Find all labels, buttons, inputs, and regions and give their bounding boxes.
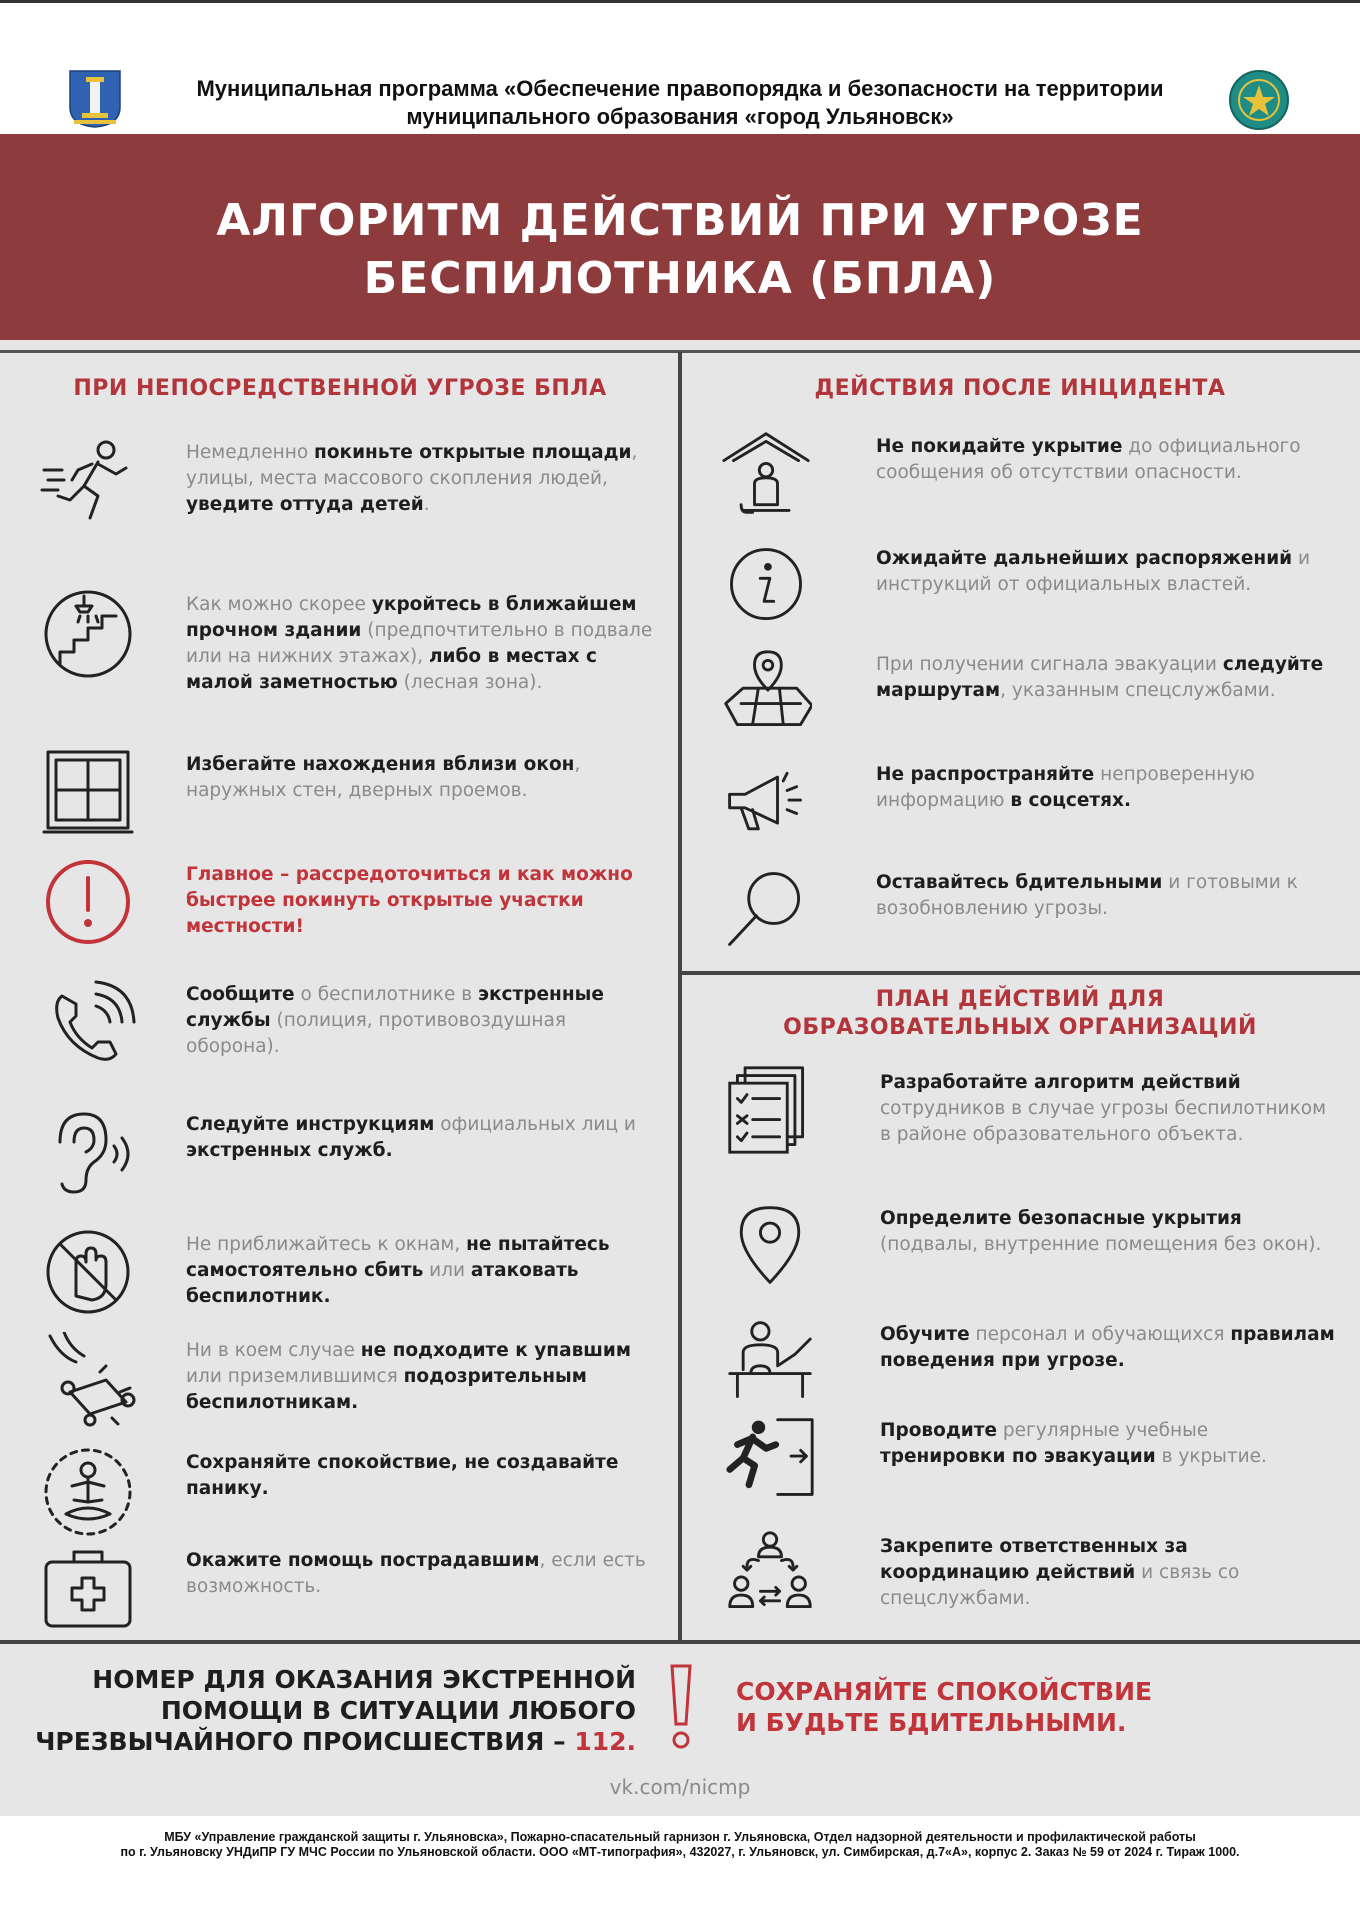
first-aid-kit-icon (40, 1542, 136, 1638)
ear-icon (40, 1106, 136, 1202)
left-item-text (186, 1338, 656, 1416)
plain-text: в укрытие. (1155, 1446, 1267, 1467)
plain-text: Не приближайтесь к окнам, (186, 1234, 467, 1255)
plain-text: и связь со спецслужбами. (880, 1562, 1240, 1609)
emphasis-text: Окажите помощь пострадавшим (186, 1550, 540, 1571)
calm-line2: И БУДЬТЕ БДИТЕЛЬНЫМИ. (736, 1708, 1127, 1737)
right-bottom-title-line1: ПЛАН ДЕЙСТВИЙ ДЛЯ (875, 987, 1165, 1012)
plain-text: о беспилотнике в (294, 984, 479, 1005)
ulyanovsk-coat-of-arms-icon (68, 69, 122, 129)
phone-icon (40, 976, 136, 1072)
left-item-text (186, 862, 656, 940)
program-title (140, 75, 1220, 131)
plain-text: до официального сообщения об отсутствии опасности. (876, 436, 1301, 483)
plain-text: (подвалы, внутренние помещения без окон). (880, 1234, 1322, 1255)
plain-text: сотрудников в случае угрозы беспилотником в районе образовательного объекта. (880, 1098, 1327, 1145)
right-top-item-text (876, 762, 1336, 814)
window-icon (40, 746, 136, 842)
emphasis-text: тренировки по эвакуации (880, 1446, 1156, 1467)
emphasis-text: Не распространяйте (876, 764, 1095, 785)
meditation-icon (40, 1444, 136, 1540)
emphasis-text: в соцсетях. (1010, 790, 1131, 811)
left-item-text (186, 1232, 656, 1310)
right-top-item-text (876, 870, 1336, 922)
coordination-icon (724, 1528, 816, 1620)
emphasis-text: Определите безопасные укрытия (880, 1208, 1242, 1229)
left-item-text (186, 1112, 656, 1164)
poster-title (100, 192, 1260, 308)
imprint-line1: МБУ «Управление гражданской защиты г. Ульяновска», Пожарно-спасательный гарнизон г. Ульяновска, Отдел надзорной деятельности и профилактической работы (164, 1830, 1196, 1844)
right-bottom-item-text (880, 1070, 1336, 1148)
plain-text: и готовыми к возобновлению угрозы. (876, 872, 1298, 919)
plain-text: (предпочтительно в подвале или на нижних этажах), (186, 620, 653, 667)
right-top-section-title: ДЕЙСТВИЯ ПОСЛЕ ИНЦИДЕНТА (814, 376, 1226, 401)
imprint (40, 1830, 1320, 1860)
emphasis-text: подозрительным беспилотникам. (186, 1366, 587, 1413)
imprint-line2: по г. Ульяновску УНДиПР ГУ МЧС России по Ульяновской области. ООО «МТ-типография», 432027, г. Ульяновск, ул. Симбирская, д.7«А», корпус 2. Заказ № 59 от 2024 г. Тираж 1000. (120, 1845, 1240, 1859)
info-icon (720, 540, 812, 632)
evacuation-exit-icon (724, 1412, 816, 1504)
emphasis-text: либо в местах с малой заметностью (186, 646, 597, 693)
checklist-icon (724, 1064, 816, 1156)
right-bottom-title-line2: ОБРАЗОВАТЕЛЬНЫХ ОРГАНИЗАЦИЙ (783, 1015, 1257, 1040)
emergency-line1: НОМЕР ДЛЯ ОКАЗАНИЯ ЭКСТРЕННОЙ (92, 1665, 636, 1694)
title-banner (0, 134, 1360, 340)
left-item-text (186, 982, 656, 1060)
left-section-title: ПРИ НЕПОСРЕДСТВЕННОЙ УГРОЗЕ БПЛА (73, 376, 607, 401)
emphasis-text: следуйте маршрутам (876, 654, 1324, 701)
location-pin-icon (724, 1200, 816, 1292)
plain-text: , улицы, места массового скопления людей, (186, 442, 638, 489)
plain-text: , указанным спецслужбами. (1000, 680, 1276, 701)
emphasis-text: не подходите к упавшим (360, 1340, 632, 1361)
emblem-seal-icon (1228, 69, 1290, 131)
plain-text: регулярные учебные (997, 1420, 1209, 1441)
right-bottom-section-title (700, 986, 1340, 1042)
calm-message (736, 1676, 1152, 1738)
right-bottom-item-text (880, 1534, 1336, 1612)
exclamation-mark-icon (664, 1662, 698, 1752)
right-top-item-text (876, 546, 1336, 598)
emphasis-text: Сообщите (186, 984, 295, 1005)
emphasis-text: Главное – рассредоточиться и как можно быстрее покинуть открытые участки местности! (186, 864, 633, 937)
emphasis-text: Сохраняйте спокойствие, не создавайте панику. (186, 1452, 619, 1499)
emphasis-text: Ожидайте дальнейших распоряжений (876, 548, 1293, 569)
right-bottom-item-text (880, 1322, 1336, 1374)
shelter-stairs-icon (40, 586, 136, 682)
emergency-line3 (0, 1726, 636, 1757)
emphasis-text: Проводите (880, 1420, 998, 1441)
emphasis-text: Оставайтесь бдительными (876, 872, 1163, 893)
header (0, 0, 1360, 134)
program-title-line1: Муниципальная программа «Обеспечение правопорядка и безопасности на территории (196, 76, 1164, 101)
sheltered-person-icon (720, 428, 812, 520)
emphasis-text: экстренные службы (186, 984, 604, 1031)
plain-text: . (423, 494, 430, 515)
emphasis-text: Не покидайте укрытие (876, 436, 1123, 457)
left-item-text (186, 1450, 656, 1502)
emphasis-text: не пытайтесь самостоятельно сбить (186, 1234, 610, 1281)
plain-text: персонал и обучающихся (969, 1324, 1231, 1345)
emergency-number: 112. (574, 1727, 636, 1756)
plain-text: или приземлившимся (186, 1366, 404, 1387)
vk-link[interactable]: vk.com/nicmp (609, 1775, 751, 1799)
section-divider (682, 971, 1360, 975)
right-bottom-item-text (880, 1418, 1336, 1470)
plain-text: (полиция, противовоздушная оборона). (186, 1010, 566, 1057)
megaphone-icon (720, 756, 812, 848)
emphasis-text: Закрепите ответственных за координацию действий (880, 1536, 1188, 1583)
emphasis-text: Разработайте алгоритм действий (880, 1072, 1241, 1093)
emergency-line2: ПОМОЩИ В СИТУАЦИИ ЛЮБОГО (160, 1696, 636, 1725)
plain-text: непроверенную информацию (876, 764, 1255, 811)
poster-title-line2: БЕСПИЛОТНИКА (БПЛА) (363, 253, 997, 304)
plain-text: и инструкций от официальных властей. (876, 548, 1311, 595)
column-divider (678, 352, 682, 1642)
emphasis-text: атаковать беспилотник. (186, 1260, 579, 1307)
emergency-line3-text: ЧРЕЗВЫЧАЙНОГО ПРОИСШЕСТВИЯ – (35, 1727, 575, 1756)
left-item-text (186, 592, 656, 696)
fallen-drone-icon (40, 1332, 136, 1428)
left-item-text (186, 1548, 656, 1600)
footer (0, 1816, 1360, 1920)
emphasis-text: экстренных служб. (186, 1140, 393, 1161)
emphasis-text: укройтесь в ближайшем прочном здании (186, 594, 637, 641)
emergency-number-block (0, 1664, 636, 1757)
plain-text: , наружных стен, дверных проемов. (186, 754, 581, 801)
plain-text: Ни в коем случае (186, 1340, 361, 1361)
no-hand-icon (40, 1226, 136, 1322)
plain-text: Немедленно (186, 442, 315, 463)
plain-text: , если есть возможность. (186, 1550, 646, 1597)
right-bottom-item-text (880, 1206, 1336, 1258)
emphasis-text: Обучите (880, 1324, 970, 1345)
poster-title-line1: АЛГОРИТМ ДЕЙСТВИЙ ПРИ УГРОЗЕ (216, 195, 1144, 246)
right-top-item-text (876, 434, 1336, 486)
plain-text: официальных лиц и (434, 1114, 636, 1135)
plain-text: (лесная зона). (397, 672, 543, 693)
emphasis-text: покиньте открытые площади (314, 442, 632, 463)
teacher-icon (724, 1316, 816, 1408)
emphasis-text: уведите оттуда детей (186, 494, 424, 515)
plain-text: При получении сигнала эвакуации (876, 654, 1223, 675)
running-person-icon (40, 434, 136, 530)
left-item-text (186, 752, 656, 804)
magnifier-icon (720, 864, 812, 956)
left-item-text (186, 440, 656, 518)
program-title-line2: муниципального образования «город Ульяновск» (406, 104, 954, 129)
emphasis-text: Следуйте инструкциям (186, 1114, 435, 1135)
emphasis-text: Избегайте нахождения вблизи окон (186, 754, 575, 775)
calm-line1: СОХРАНЯЙТЕ СПОКОЙСТВИЕ (736, 1677, 1153, 1706)
plain-text: или (423, 1260, 471, 1281)
emphasis-text: правилам поведения при угрозе. (880, 1324, 1335, 1371)
exclamation-circle-icon (40, 856, 136, 952)
map-pin-icon (720, 646, 812, 738)
right-top-item-text (876, 652, 1336, 704)
plain-text: Как можно скорее (186, 594, 372, 615)
